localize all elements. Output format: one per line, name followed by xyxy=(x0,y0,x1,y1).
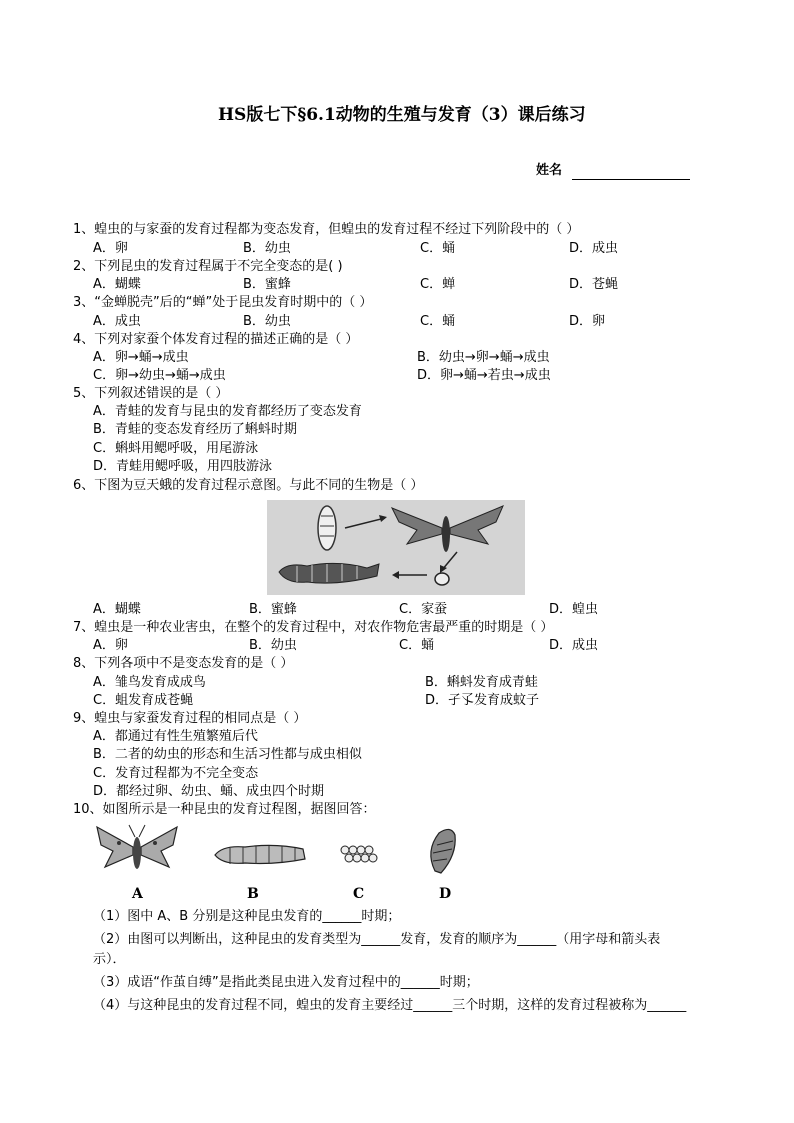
sub-question-continued: 示）． xyxy=(93,952,126,967)
option[interactable]: B．幼虫 xyxy=(243,314,291,329)
option[interactable]: A．成虫 xyxy=(93,314,141,329)
option[interactable]: D．蝗虫 xyxy=(549,602,599,617)
option[interactable]: D．都经过卵、幼虫、蛹、成虫四个时期 xyxy=(93,784,325,799)
option[interactable]: A．卵→蛹→成虫 xyxy=(93,350,189,365)
option[interactable]: D．青蛙用鳃呼吸，用四肢游泳 xyxy=(93,459,273,474)
question-stem: 6、下图为豆天蛾的发育过程示意图。与此不同的生物是（ ） xyxy=(73,478,424,493)
sub-question[interactable]: （2）由图可以判断出，这种昆虫的发育类型为______发育，发育的顺序为______（用字母和箭头表 xyxy=(93,932,661,947)
sub-question[interactable]: （3）成语“作茧自缚”是指此类昆虫进入发育过程中的______时期； xyxy=(93,975,479,990)
question-stem: 7、蝗虫是一种农业害虫，在整个的发育过程中，对农作物危害最严重的时期是（ ） xyxy=(73,620,554,635)
option[interactable]: A．卵 xyxy=(93,638,128,653)
option[interactable]: D．卵→蛹→若虫→成虫 xyxy=(417,368,551,383)
option[interactable]: A．都通过有性生殖繁殖后代 xyxy=(93,729,258,744)
figure-label-b: B xyxy=(247,886,259,902)
option[interactable]: B．蜜蜂 xyxy=(243,277,291,292)
option[interactable]: B．幼虫→卵→蛹→成虫 xyxy=(417,350,550,365)
figure-label-a: A xyxy=(132,886,143,902)
egg-icon xyxy=(435,573,449,585)
option[interactable]: B．蝌蚪发育成青蛙 xyxy=(425,675,538,690)
option[interactable]: C．蛹 xyxy=(420,241,456,256)
adult-moth-icon xyxy=(97,825,177,869)
question-stem: 3、“金蝉脱壳”后的“蝉”处于昆虫发育时期中的（ ） xyxy=(73,295,373,310)
option[interactable]: C．发育过程都为不完全变态 xyxy=(93,766,259,781)
page-title: HS版七下§6.1动物的生殖与发育（3）课后练习 xyxy=(218,105,586,125)
question-stem: 4、下列对家蚕个体发育过程的描述正确的是（ ） xyxy=(73,332,359,347)
name-blank[interactable] xyxy=(572,165,690,180)
option[interactable]: C．蛆发育成苍蝇 xyxy=(93,693,194,708)
question-stem: 8、下列各项中不是变态发育的是（ ） xyxy=(73,656,294,671)
name-label: 姓名 xyxy=(536,163,563,178)
option[interactable]: B．青蛙的变态发育经历了蝌蚪时期 xyxy=(93,422,297,437)
sub-question[interactable]: （4）与这种昆虫的发育过程不同，蝗虫的发育主要经过______三个时期，这样的发育过程被称为______ xyxy=(93,998,687,1013)
option[interactable]: C．蛹 xyxy=(399,638,435,653)
option[interactable]: A．蝴蝶 xyxy=(93,277,141,292)
question-stem: 5、下列叙述错误的是（ ） xyxy=(73,386,229,401)
option[interactable]: A．雏鸟发育成成鸟 xyxy=(93,675,206,690)
option[interactable]: B．蜜蜂 xyxy=(249,602,297,617)
sub-question[interactable]: （1）图中 A、B 分别是这种昆虫发育的______时期； xyxy=(93,909,401,924)
pupa-icon xyxy=(318,506,336,550)
question-stem: 10、如图所示是一种昆虫的发育过程图，据图回答： xyxy=(73,802,376,817)
option[interactable]: B．幼虫 xyxy=(249,638,297,653)
option[interactable]: A．蝴蝶 xyxy=(93,602,141,617)
option[interactable]: D．成虫 xyxy=(549,638,599,653)
option[interactable]: D．孑孓发育成蚊子 xyxy=(425,693,540,708)
option[interactable]: D．成虫 xyxy=(569,241,619,256)
option[interactable]: D．卵 xyxy=(569,314,606,329)
pupa-icon xyxy=(431,829,455,873)
option[interactable]: B．二者的幼虫的形态和生活习性都与成虫相似 xyxy=(93,747,362,762)
option[interactable]: C．蛹 xyxy=(420,314,456,329)
question-stem: 9、蝗虫与家蚕发育过程的相同点是（ ） xyxy=(73,711,307,726)
option[interactable]: C．蝉 xyxy=(420,277,456,292)
option[interactable]: C．蝌蚪用鳃呼吸，用尾游泳 xyxy=(93,441,259,456)
insect-lifecycle-figure xyxy=(95,821,475,903)
option[interactable]: B．幼虫 xyxy=(243,241,291,256)
caterpillar-icon xyxy=(215,845,305,864)
question-stem: 1、蝗虫的与家蚕的发育过程都为变态发育，但蝗虫的发育过程不经过下列阶段中的（ ） xyxy=(73,222,580,237)
option[interactable]: C．卵→幼虫→蛹→成虫 xyxy=(93,368,226,383)
figure-label-c: C xyxy=(353,886,365,902)
option[interactable]: A．卵 xyxy=(93,241,128,256)
eggs-icon xyxy=(341,846,377,862)
option[interactable]: A．青蛙的发育与昆虫的发育都经历了变态发育 xyxy=(93,404,362,419)
name-field[interactable] xyxy=(536,162,690,180)
question-stem: 2、下列昆虫的发育过程属于不完全变态的是( ) xyxy=(73,259,343,274)
moth-lifecycle-figure xyxy=(267,500,525,595)
option[interactable]: C．家蚕 xyxy=(399,602,448,617)
option[interactable]: D．苍蝇 xyxy=(569,277,619,292)
figure-label-d: D xyxy=(439,886,452,902)
